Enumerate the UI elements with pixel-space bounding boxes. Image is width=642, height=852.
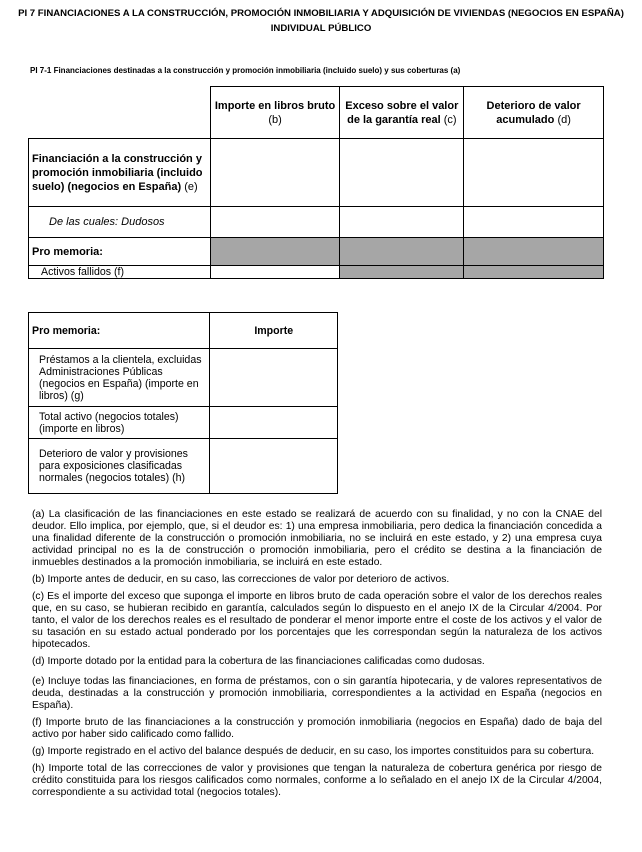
row-total-assets: Total activo (negocios totales) (importe en libros) [29, 407, 210, 439]
footnote-c: (c) Es el importe del exceso que suponga el importe en libros bruto de cada operación sobre el valor de los derechos reales que, en su caso, se hubieran recibido en garantía, calculados según lo dispuesto en el anejo IX de la Circular 4/2004. Por tanto, el valor de los derechos reales es el resultado de ponderar el menor importe entre el coste de los activos y el valor de su tasación en su estado actual ponderado por los porcentajes que les correspondan según la naturaleza de los activos hipotecados. [32, 591, 602, 650]
memo-table [28, 312, 338, 494]
input-cell[interactable] [210, 139, 340, 207]
row-impairment-provisions: Deterioro de valor y provisiones para exposiciones clasificadas normales (negocios totales) (h) [29, 439, 210, 494]
input-cell[interactable] [340, 139, 464, 207]
table-row [29, 439, 338, 494]
table-row [29, 139, 604, 207]
table-header-row [29, 87, 604, 139]
header-gross-amount-note: (b) [268, 113, 282, 126]
input-cell[interactable] [210, 266, 340, 279]
disabled-cell [464, 266, 604, 279]
header-excess-guarantee-label: Exceso sobre el valor de la garantía real [345, 99, 459, 126]
title-line-2: INDIVIDUAL PÚBLICO [270, 23, 372, 34]
disabled-cell [340, 266, 464, 279]
financing-table [28, 86, 604, 279]
input-cell[interactable] [464, 139, 604, 207]
header-excess-guarantee [340, 87, 464, 139]
table-subtitle: PI 7-1 Financiaciones destinadas a la construcción y promoción inmobiliaria (incluido suelo) y sus coberturas (a) [30, 66, 461, 75]
title-line-1: PI 7 FINANCIACIONES A LA CONSTRUCCIÓN, PROMOCIÓN INMOBILIARIA Y ADQUISICIÓN DE VIVIENDAS (NEGOCIOS EN ESPAÑA) [18, 8, 624, 19]
header-gross-amount-label: Importe en libros bruto [214, 99, 336, 112]
empty-header-cell [29, 87, 211, 139]
footnote-e: (e) Incluye todas las financiaciones, en forma de préstamos, con o sin garantía hipotecaria, y de valores representativos de deuda, destinadas a la construcción y promoción inmobiliaria, correspondientes a la actividad en España (negocios en España). [32, 676, 602, 711]
disabled-cell [464, 238, 604, 266]
row-doubtful: De las cuales: Dudosos [29, 207, 211, 238]
table-row [29, 238, 604, 266]
footnote-d: (d) Importe dotado por la entidad para la cobertura de las financiaciones calificadas como dudosas. [32, 656, 485, 667]
row-pro-memoria: Pro memoria: [29, 238, 211, 266]
row-construction-financing [29, 139, 211, 207]
footnote-g: (g) Importe registrado en el activo del balance después de deducir, en su caso, los importes constituidos para su cobertura. [32, 746, 595, 757]
footnote-b: (b) Importe antes de deducir, en su caso, las correcciones de valor por deterioro de activos. [32, 574, 450, 585]
footnotes [32, 509, 602, 804]
table-row [29, 407, 338, 439]
header-impairment [464, 87, 604, 139]
row-customer-loans: Préstamos a la clientela, excluidas Administraciones Públicas (negocios en España) (importe en libros) (g) [29, 349, 210, 407]
memo-header-label: Pro memoria: [29, 313, 210, 349]
header-excess-guarantee-note: (c) [443, 113, 457, 126]
footnote-f: (f) Importe bruto de las financiaciones a la construcción y promoción inmobiliaria (negocios en España) dado de baja del activo por haber sido calificado como fallido. [32, 717, 602, 740]
header-gross-amount [210, 87, 340, 139]
header-impairment-label: Deterioro de valor acumulado [486, 99, 581, 126]
memo-header-amount: Importe [210, 313, 338, 349]
input-cell[interactable] [210, 439, 338, 494]
memo-header-row [29, 313, 338, 349]
input-cell[interactable] [210, 407, 338, 439]
disabled-cell [340, 238, 464, 266]
input-cell[interactable] [210, 349, 338, 407]
table-row [29, 266, 604, 279]
footnote-h: (h) Importe total de las correcciones de valor y provisiones que tengan la naturaleza de cobertura genérica por riesgo de crédito constituida para los riesgos calificados como normales, conforme a lo señalado en el anejo IX de la Circular 4/2004, correspondiente a su actividad total (negocios totales). [32, 763, 602, 798]
input-cell[interactable] [464, 207, 604, 238]
input-cell[interactable] [340, 207, 464, 238]
row-written-off-assets: Activos fallidos (f) [29, 266, 211, 279]
table-row [29, 349, 338, 407]
row-construction-financing-label: Financiación a la construcción y promoción inmobiliaria (incluido suelo) (negocios en España) [32, 152, 203, 193]
table-row [29, 207, 604, 238]
document-title [0, 6, 642, 36]
disabled-cell [210, 238, 340, 266]
input-cell[interactable] [210, 207, 340, 238]
header-impairment-note: (d) [557, 113, 571, 126]
row-construction-financing-note: (e) [184, 180, 198, 193]
footnote-a: (a) La clasificación de las financiaciones en este estado se realizará de acuerdo con su finalidad, y no con la CNAE del deudor. Ello implica, por ejemplo, que, si el deudor es: 1) una empresa inmobiliaria, pero dedica la financiación concedida a una finalidad diferente de la construcción o promoción inmobiliaria, no se incluirá en este estado, y 2) una empresa cuya actividad principal no es la de construcción o promoción inmobiliaria, pero el crédito se destina a la financiación de inmuebles destinados a la promoción inmobiliaria, se incluirá en este estado. [32, 509, 602, 568]
